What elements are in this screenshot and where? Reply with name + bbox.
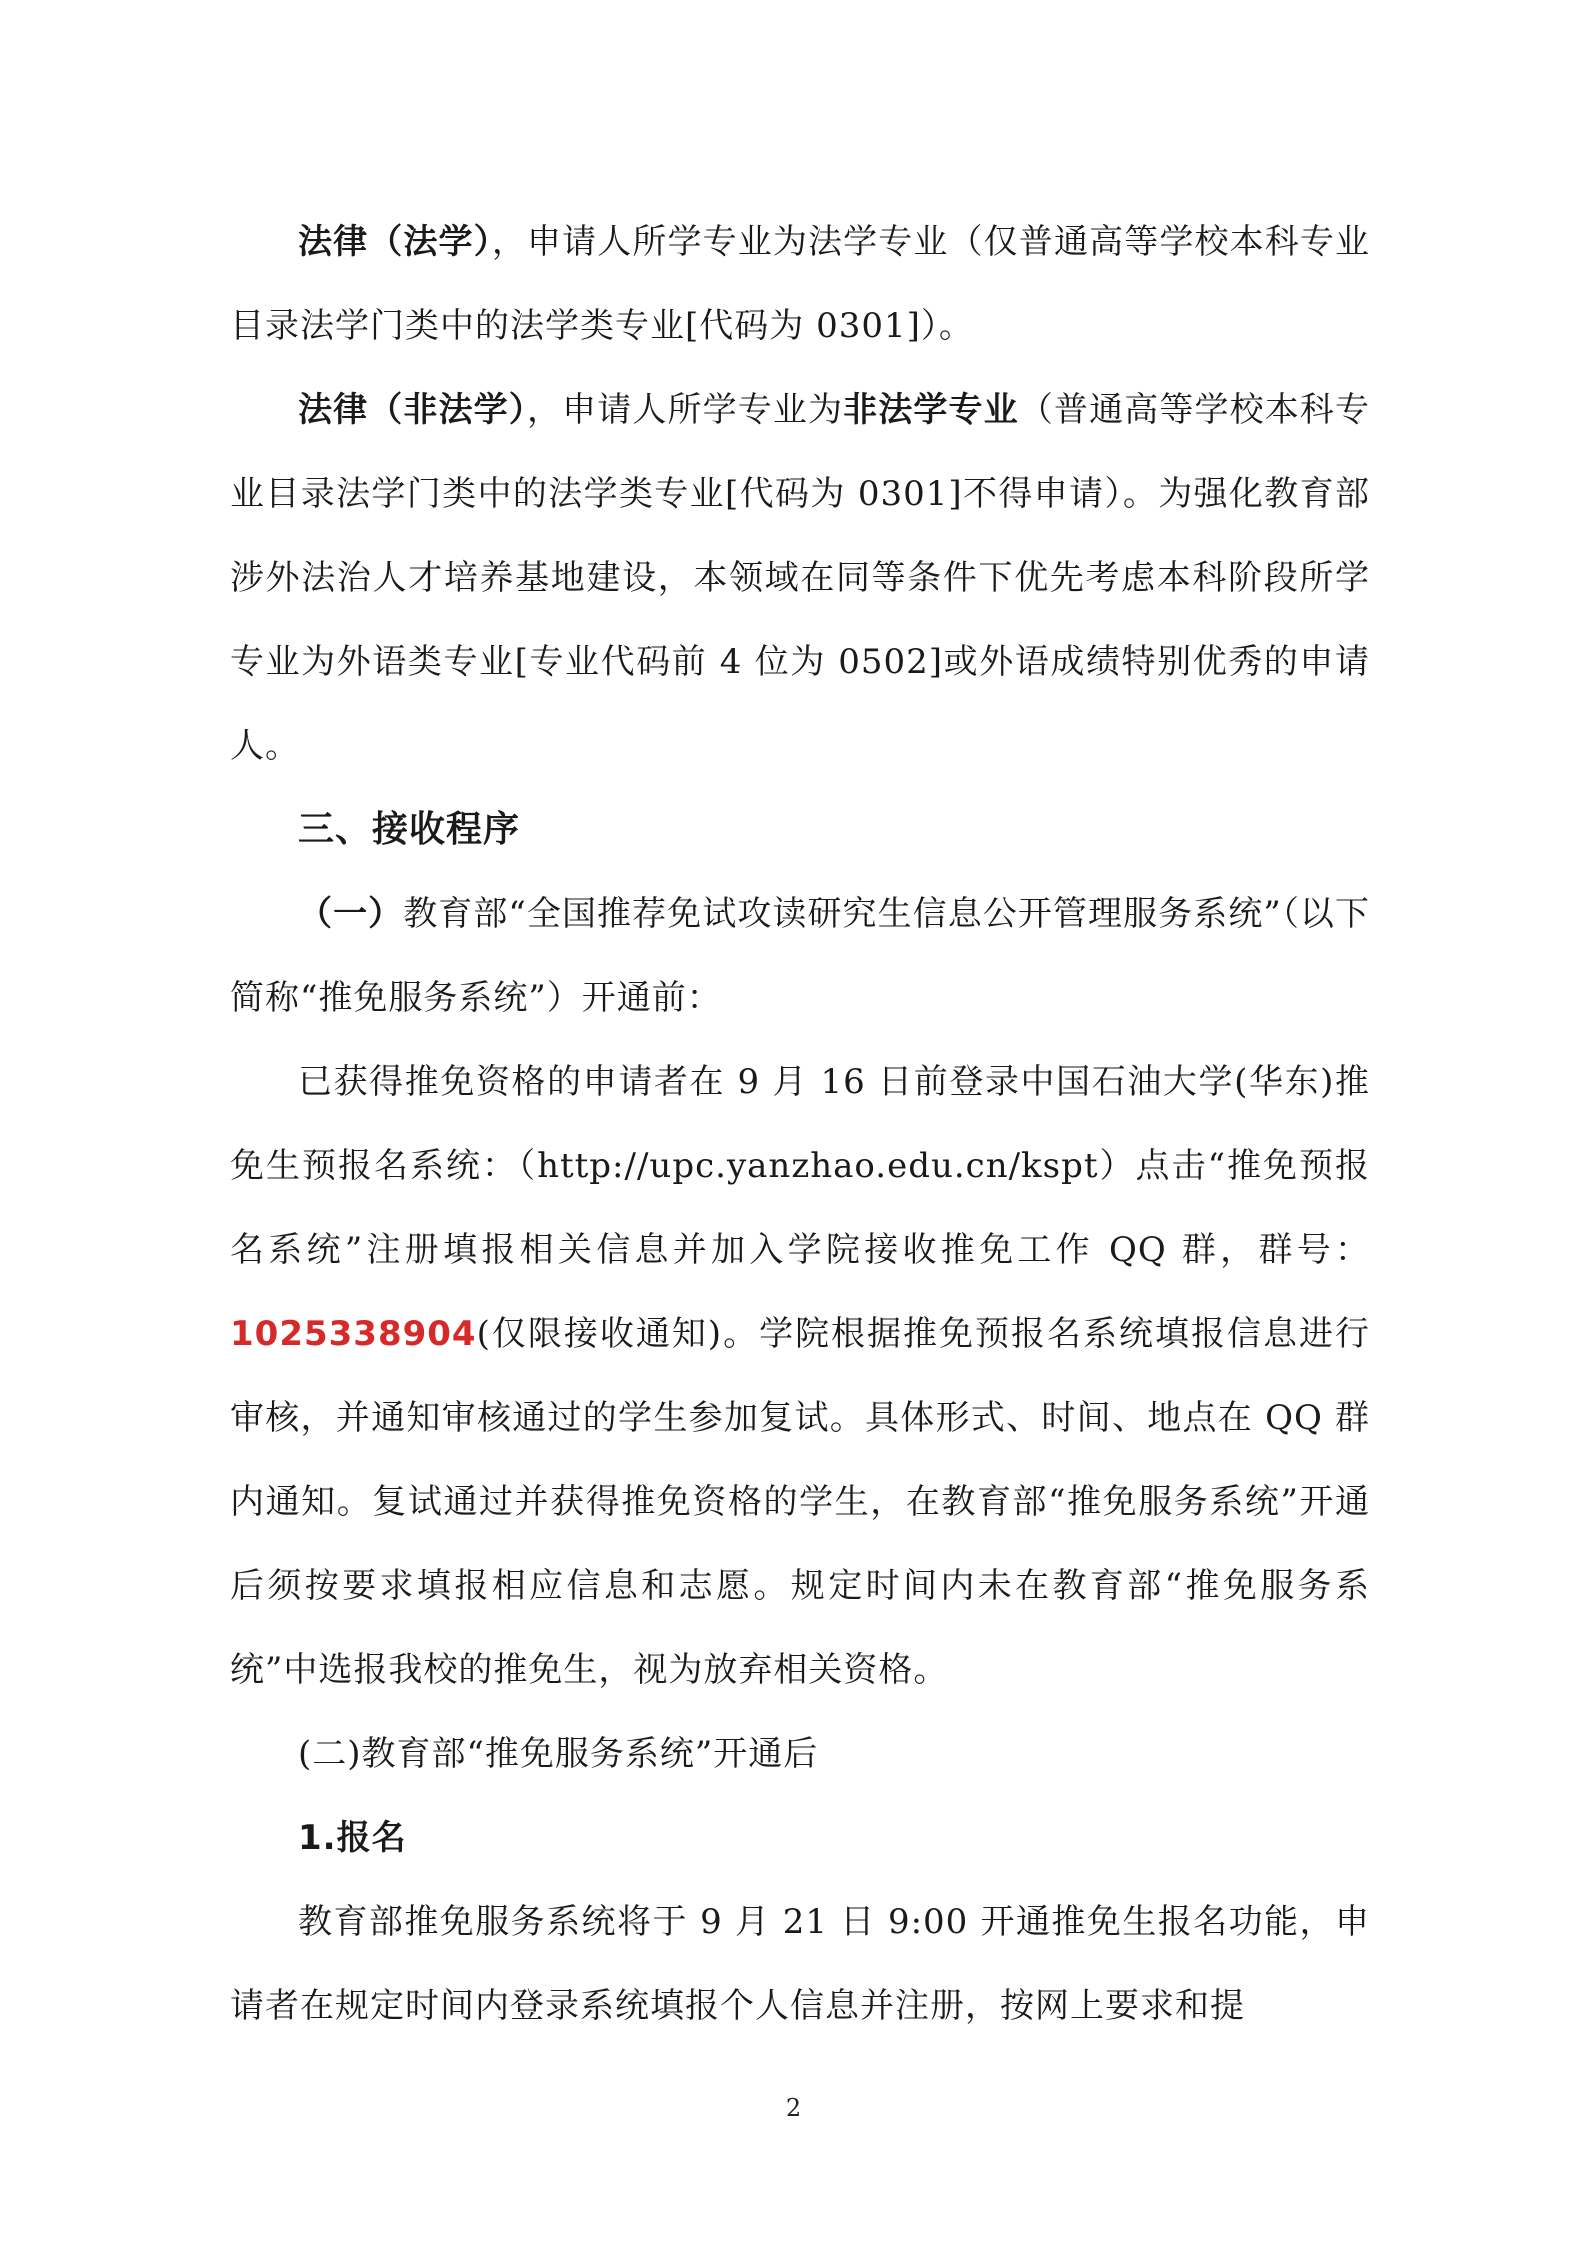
item-heading-registration: 1.报名 (298, 1818, 407, 1858)
paragraph-registration: 教育部推免服务系统将于 9 月 21 日 9:00 开通推免生报名功能，申请者在规定时间内登录系统填报个人信息并注册，按网上要求和提 (230, 1902, 1370, 2026)
subsection-after-system-open: (二)教育部“推免服务系统”开通后 (298, 1734, 819, 1774)
subsection-label: （一） (298, 894, 404, 934)
term-non-law-major: 法律（非法学） (298, 390, 527, 430)
paragraph-pre-registration (230, 1040, 1370, 1712)
paragraph-law-major (230, 200, 1370, 368)
section-heading-procedure: 三、接收程序 (298, 809, 521, 850)
paragraph-text: （普通高等学校本科专业目录法学门类中的法学类专业[代码为 0301]不得申请）。为强化教育部涉外法治人才培养基地建设，本领域在同等条件下优先考虑本科阶段所学专业为外语类专业[专业代码前 4 位为 0502]或外语成绩特别优秀的申请人。 (230, 390, 1371, 766)
paragraph-text: ，申请人所学专业为 (526, 390, 844, 430)
paragraph-text: 已获得推免资格的申请者在 9 月 16 日前登录中国石油大学(华东)推免生预报名系统：（http://upc.yanzhao.edu.cn/kspt）点击“推免预报名系统”注册填报相关信息并加入学院接收推免工作 QQ 群，群号： (230, 1062, 1370, 1270)
document-page (230, 200, 1370, 2048)
paragraph-text: (仅限接收通知)。学院根据推免预报名系统填报信息进行审核，并通知审核通过的学生参加复试。具体形式、时间、地点在 QQ 群内通知。复试通过并获得推免资格的学生，在教育部“推免服务系统”开通后须按要求填报相应信息和志愿。规定时间内未在教育部“推免服务系统”中选报我校的推免生，视为放弃相关资格。 (230, 1314, 1370, 1690)
paragraph-text: ，申请人所学专业为法学专业（仅普通高等学校本科专业目录法学门类中的法学类专业[代码为 0301]）。 (230, 222, 1371, 346)
term-law-major: 法律（法学） (298, 222, 492, 262)
subsection-before-system-open (230, 872, 1370, 1040)
page-number: 2 (785, 2094, 802, 2122)
term-non-law-emphasis: 非法学专业 (843, 390, 1019, 430)
subsection-text: 教育部“全国推荐免试攻读研究生信息公开管理服务系统”（以下简称“推免服务系统”）开通前： (230, 894, 1370, 1018)
qq-group-number: 1025338904 (230, 1314, 477, 1354)
paragraph-non-law-major (230, 368, 1370, 788)
